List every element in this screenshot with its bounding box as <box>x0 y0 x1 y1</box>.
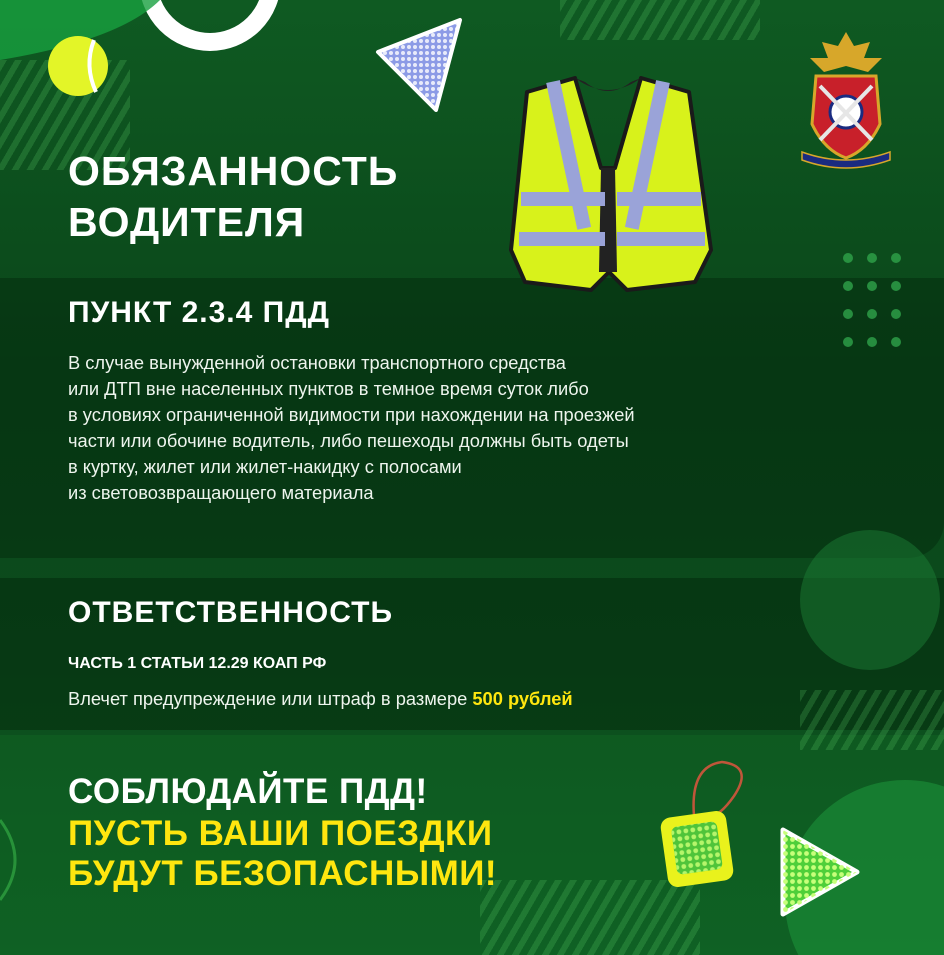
rule-point-heading: ПУНКТ 2.3.4 ПДД <box>68 296 330 329</box>
slogan-line-2: ПУСТЬ ВАШИ ПОЕЗДКИ БУДУТ БЕЗОПАСНЫМИ! <box>68 814 498 893</box>
page-title: ОБЯЗАННОСТЬ ВОДИТЕЛЯ <box>68 148 399 245</box>
slogan-line-1: СОБЛЮДАЙТЕ ПДД! <box>68 772 428 811</box>
responsibility-heading: ОТВЕТСТВЕННОСТЬ <box>68 596 394 629</box>
safety-vest-icon <box>505 72 715 304</box>
rule-point-text: В случае вынужденной остановки транспортного средства или ДТП вне населенных пунктов в темное время суток либо в условиях ограниченной видимости при нахождении на проезжей части или обочине водитель, либо пешеходы должны быть одеты в куртку, жилет или жилет-накидку с полосами из световозвращающего материала <box>68 352 635 503</box>
reflector-triangle-icon <box>370 14 470 114</box>
reflector-triangle-icon <box>775 822 865 922</box>
decor-tennis-ball <box>48 36 108 96</box>
decor-dot-grid <box>843 253 901 347</box>
police-emblem-icon <box>798 28 894 170</box>
responsibility-text-body: Влечет предупреждение или штраф в размере <box>68 688 473 709</box>
fine-amount: 500 рублей <box>472 688 573 709</box>
reflector-keychain-icon <box>650 756 760 896</box>
responsibility-article: ЧАСТЬ 1 СТАТЬИ 12.29 КОАП РФ <box>68 655 327 672</box>
responsibility-text <box>68 688 573 710</box>
decor-ring <box>148 0 272 42</box>
decor-circle <box>800 530 940 670</box>
